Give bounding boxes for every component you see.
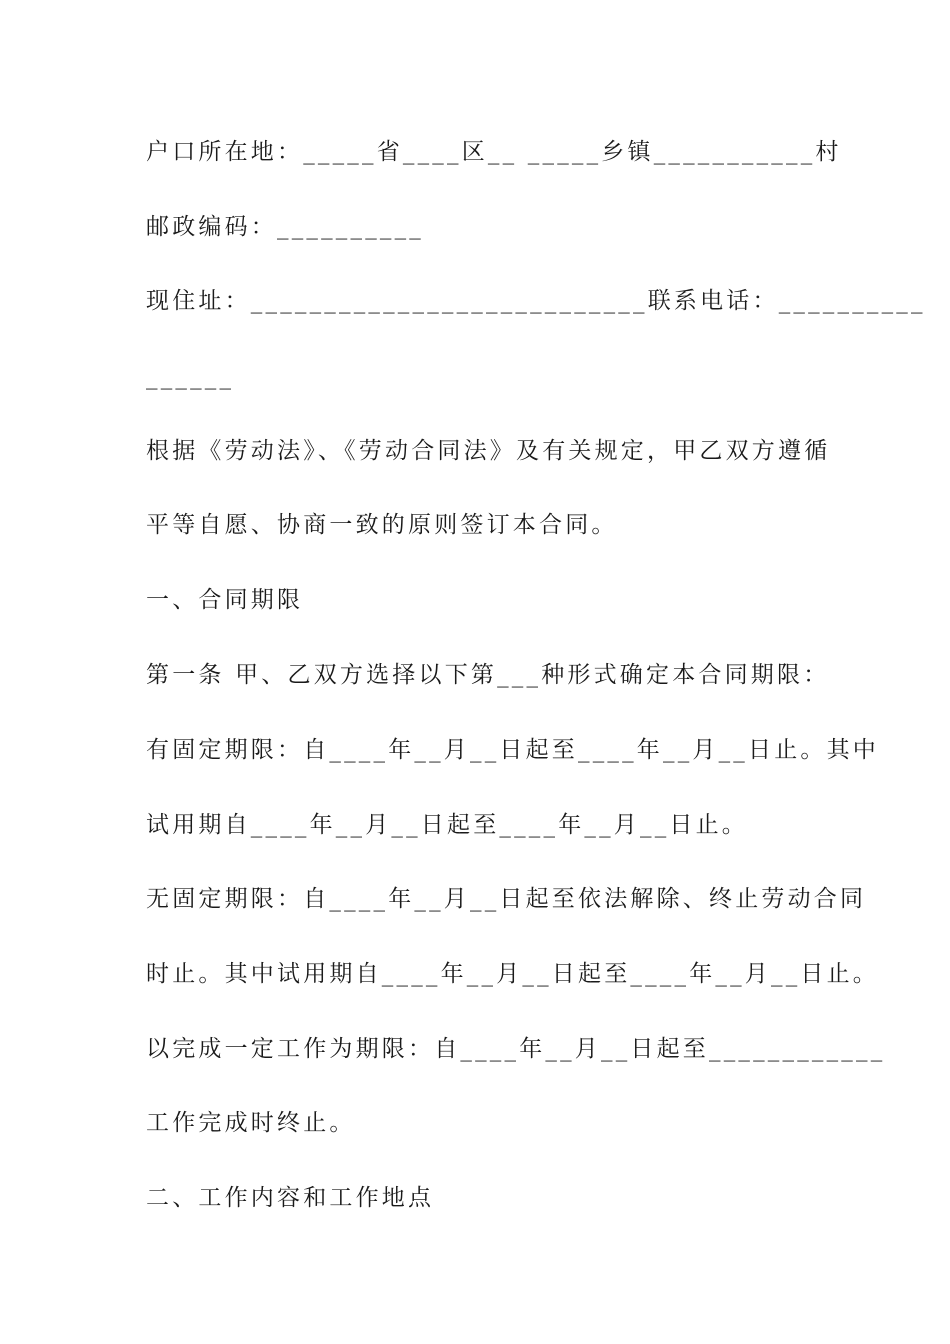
household-registration-line: 户口所在地：_____省____区__ _____乡镇___________村 [146, 139, 842, 165]
open-ended-term-line-2: 时止。其中试用期自____年__月__日起至____年__月__日止。 [146, 961, 879, 987]
article-1-line: 第一条 甲、乙双方选择以下第___种形式确定本合同期限： [146, 662, 830, 688]
phone-continuation-line: ______ [146, 364, 235, 390]
preamble-line-2: 平等自愿、协商一致的原则签订本合同。 [146, 512, 618, 538]
fixed-term-line-2: 试用期自____年__月__日起至____年__月__日止。 [146, 812, 748, 838]
task-based-term-line-2: 工作完成时终止。 [146, 1110, 356, 1136]
open-ended-term-line-1: 无固定期限：自____年__月__日起至依法解除、终止劳动合同 [146, 886, 867, 912]
task-based-term-line-1: 以完成一定工作为期限：自____年__月__日起至____________ [146, 1036, 886, 1062]
current-address-phone-line: 现住址：___________________________联系电话：__________ [146, 288, 926, 314]
section-heading-contract-term: 一、合同期限 [146, 587, 304, 613]
preamble-line-1: 根据《劳动法》、《劳动合同法》及有关规定，甲乙双方遵循 [146, 438, 831, 464]
fixed-term-line-1: 有固定期限：自____年__月__日起至____年__月__日止。其中 [146, 737, 879, 763]
postal-code-line: 邮政编码：__________ [146, 214, 424, 240]
section-heading-work-content: 二、工作内容和工作地点 [146, 1185, 435, 1211]
